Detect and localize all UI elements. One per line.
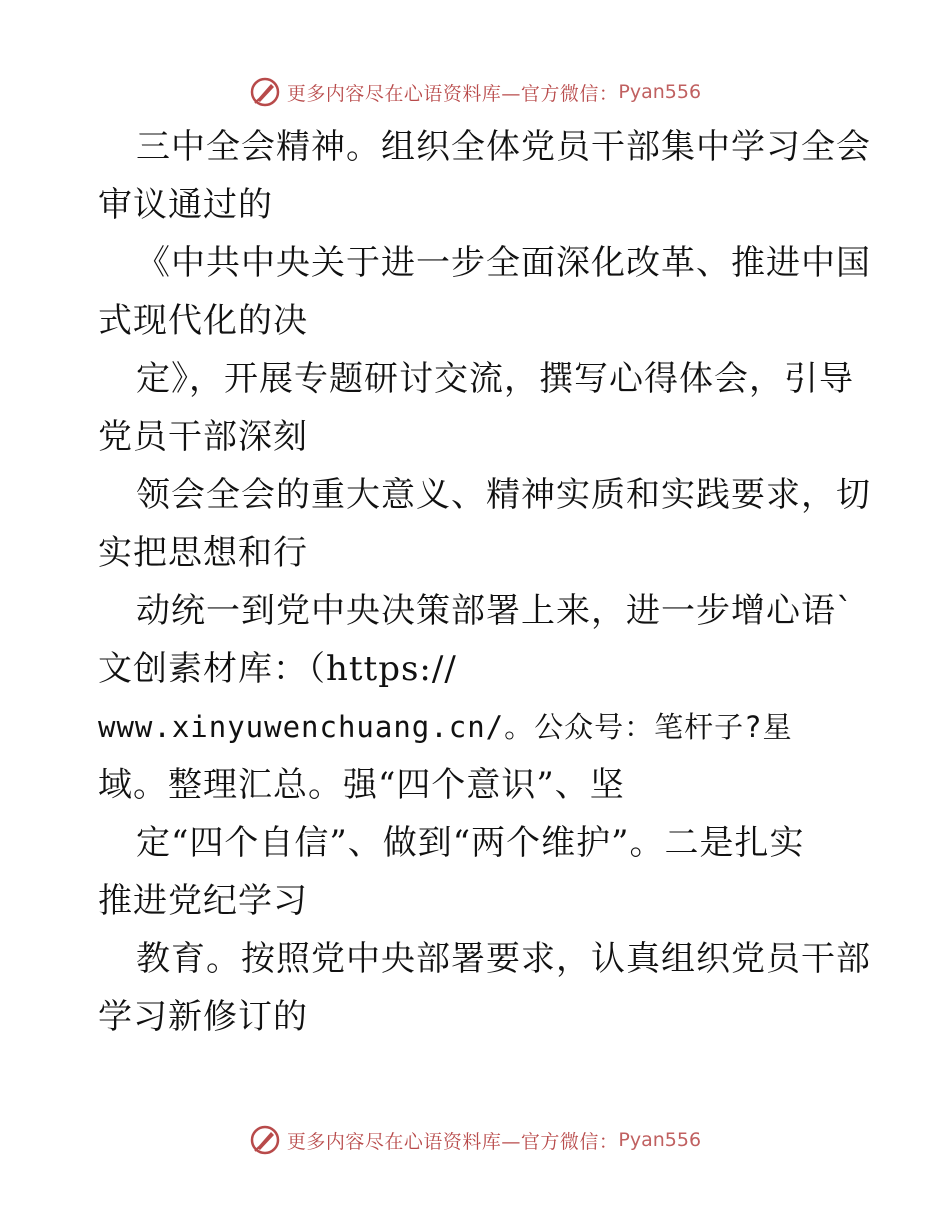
text-line: 党员干部深刻 — [98, 417, 308, 457]
quill-logo-icon — [249, 1124, 281, 1156]
text-line: 文创素材库：（https:// — [98, 649, 457, 689]
text-line: 实把思想和行 — [98, 533, 308, 573]
text-line: 定“四个自信”、做到“两个维护”。二是扎实 — [136, 823, 805, 863]
quill-logo-icon — [249, 76, 281, 108]
footer-watermark — [0, 1120, 950, 1160]
text-line: 动统一到党中央决策部署上来，进一步增心语` — [136, 591, 854, 631]
text-line: 教育。按照党中央部署要求，认真组织党员干部 — [136, 939, 871, 979]
text-line: 学习新修订的 — [98, 997, 308, 1037]
text-line: 审议通过的 — [98, 185, 273, 225]
text-line: 推进党纪学习 — [98, 881, 308, 921]
text-line: 定》，开展专题研讨交流，撰写心得体会，引导 — [136, 359, 854, 399]
document-body — [98, 118, 871, 1046]
watermark-text: 更多内容尽在心语资料库—官方微信： — [286, 82, 619, 105]
watermark-contact: Pyan556 — [618, 1129, 702, 1151]
text-line: 《中共中央关于进一步全面深化改革、推进中国 — [136, 243, 871, 283]
text-line: 域。整理汇总。强“四个意识”、坚 — [98, 765, 625, 805]
text-line: 式现代化的决 — [98, 301, 308, 341]
header-watermark — [0, 72, 950, 112]
text-line: 三中全会精神。组织全体党员干部集中学习全会 — [136, 127, 871, 167]
text-line: 领会全会的重大意义、精神实质和实践要求，切 — [136, 475, 871, 515]
text-line: www.xinyuwenchuang.cn/。公众号：笔杆子?星 — [98, 710, 793, 744]
watermark-text: 更多内容尽在心语资料库—官方微信： — [286, 1130, 619, 1153]
watermark-contact: Pyan556 — [618, 81, 702, 103]
